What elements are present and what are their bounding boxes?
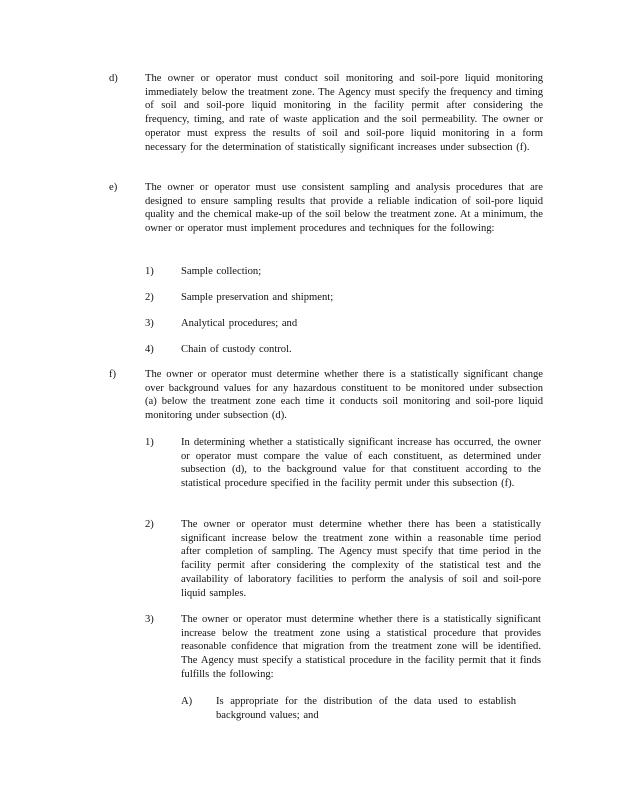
subsection-text: The owner or operator must use consistent sampling and analysis procedures that are designed to ensure sampling results that provide a reliable indication of soil-pore liquid quality and the chemical make-up of the soil below the treatment zone. At a minimum, the owner or operator must implement procedures and techniques for the following: (145, 182, 543, 235)
list-item-text: Analytical procedures; and (181, 318, 298, 329)
subsection-label: d) (109, 73, 118, 84)
list-item-label: 4) (145, 344, 154, 355)
list-item-label: 1) (145, 437, 154, 448)
list-item-text: Sample collection; (181, 266, 262, 277)
subsection-text: The owner or operator must conduct soil monitoring and soil-pore liquid monitoring immediately below the treatment zone. The Agency must specify the frequency and timing of soil and soil-pore liquid monitoring in the facility permit after considering the frequency, timing, and rate of waste application and the soil permeability. The owner or operator must express the results of soil and soil-pore liquid monitoring in a form necessary for the determination of statistically significant increases under subsection (f). (145, 73, 543, 153)
list-item-label: 2) (145, 519, 154, 530)
list-subitem-text: Is appropriate for the distribution of the data used to establish background values; and (216, 696, 516, 721)
list-subitem-label: A) (181, 696, 193, 707)
list-item-text: Sample preservation and shipment; (181, 292, 334, 303)
list-item-text: The owner or operator must determine whether there is a statistically significant increase below the treatment zone using a statistical procedure that provides reasonable confidence that migration from the treatment zone will be identified. The Agency must specify a statistical procedure in the facility permit that it finds fulfills the following: (181, 614, 541, 680)
list-item-label: 3) (145, 614, 154, 625)
list-item-text: Chain of custody control. (181, 344, 292, 355)
list-item-text: The owner or operator must determine whether there has been a statistically significant increase below the treatment zone within a reasonable time period after completion of sampling. The Agency must specify that time period in the facility permit after considering the complexity of the statistical test and the availability of laboratory facilities to perform the analysis of soil and soil-pore liquid samples. (181, 519, 541, 599)
subsection-label: e) (109, 182, 118, 193)
subsection-label: f) (109, 369, 117, 380)
list-item-label: 1) (145, 266, 154, 277)
list-item-label: 3) (145, 318, 154, 329)
subsection-text: The owner or operator must determine whether there is a statistically significant change over background values for any hazardous constituent to be monitored under subsection (a) below the treatment zone each time it conducts soil monitoring and soil-pore liquid monitoring under subsection (d). (145, 369, 543, 422)
list-item-label: 2) (145, 292, 154, 303)
list-item-text: In determining whether a statistically significant increase has occurred, the owner or operator must compare the value of each constituent, as determined under subsection (d), to the background value for that constituent according to the statistical procedure specified in the facility permit under this subsection (f). (181, 437, 541, 490)
